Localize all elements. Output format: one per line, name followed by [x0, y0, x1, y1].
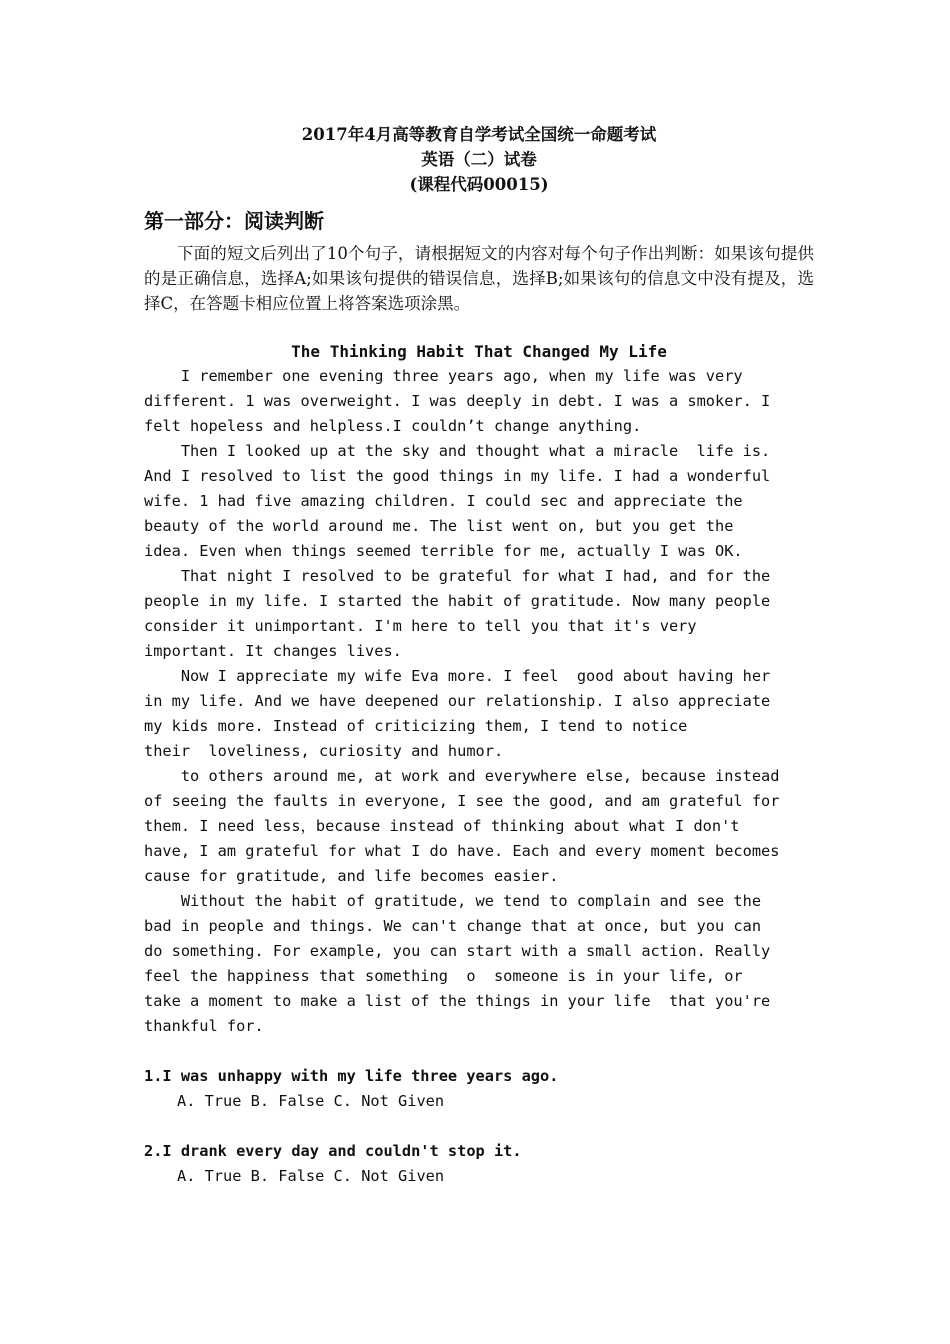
- exam-subtitle: 英语（二）试卷: [421, 150, 537, 169]
- passage-title: The Thinking Habit That Changed My Life: [291, 342, 667, 361]
- exam-title: 2017年4月高等教育自学考试全国统一命题考试: [301, 125, 657, 144]
- exam-header: [144, 122, 814, 197]
- passage-line: bad in people and things. We can't change that at once, but you can: [144, 917, 762, 935]
- passage-line: That night I resolved to be grateful for what I had, and for the: [144, 567, 771, 585]
- passage-line: their loveliness, curiosity and humor.: [144, 742, 504, 760]
- passage-paragraph: [144, 764, 814, 889]
- passage-line: wife. 1 had five amazing children. I could sec and appreciate the: [144, 492, 743, 510]
- course-code: (课程代码00015): [409, 175, 549, 194]
- passage-line: different. 1 was overweight. I was deeply in debt. I was a smoker. I: [144, 392, 771, 410]
- passage-paragraph: [144, 889, 814, 1039]
- passage-line: of seeing the faults in everyone, I see the good, and am grateful for: [144, 792, 780, 810]
- passage-line: do something. For example, you can start with a small action. Really: [144, 942, 771, 960]
- passage-line: in my life. And we have deepened our relationship. I also appreciate: [144, 692, 771, 710]
- passage-paragraph: [144, 664, 814, 764]
- passage-paragraph: [144, 439, 814, 564]
- passage-line: beauty of the world around me. The list went on, but you get the: [144, 517, 734, 535]
- question-item: [144, 1064, 814, 1114]
- passage-line: them. I need less，because instead of thinking about what I don't: [144, 817, 740, 835]
- question-text: 1.I was unhappy with my life three years ago.: [144, 1067, 559, 1085]
- passage: [144, 364, 814, 1039]
- passage-line: Then I looked up at the sky and thought what a miracle life is.: [144, 442, 771, 460]
- exam-page: [144, 122, 814, 1189]
- passage-line: felt hopeless and helpless.I couldn’t change anything.: [144, 417, 642, 435]
- passage-line: Now I appreciate my wife Eva more. I feel good about having her: [144, 667, 771, 685]
- passage-line: And I resolved to list the good things in my life. I had a wonderful: [144, 467, 771, 485]
- question-list: [144, 1064, 814, 1189]
- passage-line: feel the happiness that something o someone is in your life, or: [144, 967, 743, 985]
- passage-line: important. It changes lives.: [144, 642, 402, 660]
- question-item: [144, 1139, 814, 1189]
- passage-line: Without the habit of gratitude, we tend to complain and see the: [144, 892, 762, 910]
- passage-line: I remember one evening three years ago, when my life was very: [144, 367, 743, 385]
- passage-line: my kids more. Instead of criticizing them, I tend to notice: [144, 717, 688, 735]
- passage-line: consider it unimportant. I'm here to tell you that it's very: [144, 617, 697, 635]
- question-text: 2.I drank every day and couldn't stop it.: [144, 1142, 522, 1160]
- passage-paragraph: [144, 564, 814, 664]
- passage-line: have, I am grateful for what I do have. Each and every moment becomes: [144, 842, 780, 860]
- passage-line: idea. Even when things seemed terrible for me, actually I was OK.: [144, 542, 743, 560]
- question-options: A. True B. False C. Not Given: [177, 1167, 445, 1185]
- question-options: A. True B. False C. Not Given: [177, 1092, 445, 1110]
- instructions: 下面的短文后列出了10个句子，请根据短文的内容对每个句子作出判断：如果该句提供的是正确信息，选择A;如果该句提供的错误信息，选择B;如果该句的信息文中没有提及，选择C，在答题卡相应位置上将答案选项涂黑。: [144, 244, 814, 313]
- section-title: 第一部分：阅读判断: [144, 209, 324, 233]
- passage-line: take a moment to make a list of the things in your life that you're: [144, 992, 771, 1010]
- passage-line: to others around me, at work and everywhere else, because instead: [144, 767, 780, 785]
- passage-paragraph: [144, 364, 814, 439]
- passage-line: people in my life. I started the habit of gratitude. Now many people: [144, 592, 771, 610]
- passage-line: cause for gratitude, and life becomes easier.: [144, 867, 559, 885]
- passage-line: thankful for.: [144, 1017, 264, 1035]
